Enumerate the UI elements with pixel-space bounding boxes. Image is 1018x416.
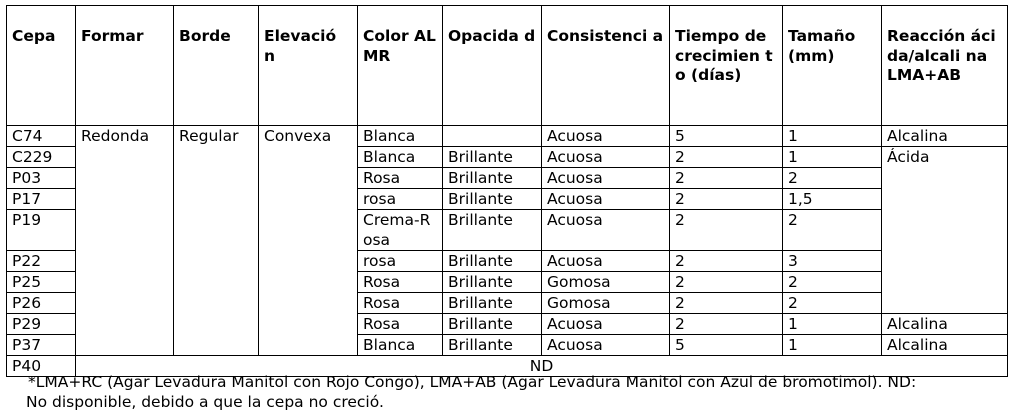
footnote-line-2: No disponible, debido a que la cepa no creció. [26, 393, 384, 411]
cell-cepa: P40 [7, 356, 76, 377]
cell-cepa: P17 [7, 189, 76, 210]
header-cepa: Cepa [7, 6, 76, 126]
header-elevacion: Elevació n [259, 6, 358, 126]
cell-tiempo: 2 [670, 168, 783, 189]
header-borde: Borde [174, 6, 259, 126]
cell-reaccion: Alcalina [882, 126, 1008, 147]
cell-tamano: 1,5 [783, 189, 882, 210]
cell-opacidad: Brillante [443, 189, 542, 210]
cell-tiempo: 5 [670, 126, 783, 147]
strain-characteristics-table [6, 5, 1008, 377]
cell-borde-merged: Regular [174, 126, 259, 356]
cell-color: Rosa [358, 272, 443, 293]
cell-reaccion-merged: Ácida [882, 147, 1008, 314]
header-color: Color ALMR [358, 6, 443, 126]
cell-cepa: P19 [7, 210, 76, 251]
cell-opacidad [443, 126, 542, 147]
cell-opacidad: Brillante [443, 335, 542, 356]
cell-cepa: P37 [7, 335, 76, 356]
cell-reaccion: Alcalina [882, 314, 1008, 335]
cell-opacidad: Brillante [443, 251, 542, 272]
cell-color: Blanca [358, 335, 443, 356]
header-consistencia: Consistenci a [542, 6, 670, 126]
cell-consistencia: Gomosa [542, 293, 670, 314]
cell-tamano: 1 [783, 147, 882, 168]
cell-tiempo: 2 [670, 314, 783, 335]
cell-color: Crema-Rosa [358, 210, 443, 251]
header-forma: Formar [76, 6, 174, 126]
cell-tiempo: 2 [670, 293, 783, 314]
cell-color: Rosa [358, 314, 443, 335]
cell-tamano: 2 [783, 272, 882, 293]
cell-tiempo: 5 [670, 335, 783, 356]
data-table-container [6, 5, 1008, 377]
table-footnote [28, 372, 1008, 412]
cell-forma-merged: Redonda [76, 126, 174, 356]
table-row [7, 126, 1008, 147]
cell-opacidad: Brillante [443, 293, 542, 314]
cell-color: Rosa [358, 293, 443, 314]
cell-color: Blanca [358, 147, 443, 168]
header-reaccion: Reacción ácida/alcali na LMA+AB [882, 6, 1008, 126]
cell-tamano: 3 [783, 251, 882, 272]
cell-cepa: P26 [7, 293, 76, 314]
cell-consistencia: Acuosa [542, 314, 670, 335]
cell-cepa: P29 [7, 314, 76, 335]
footnote-line-1: *LMA+RC (Agar Levadura Manitol con Rojo Congo), LMA+AB (Agar Levadura Manitol con Azul de bromotimol). ND: [28, 373, 917, 391]
cell-tiempo: 2 [670, 272, 783, 293]
cell-color: rosa [358, 251, 443, 272]
cell-tiempo: 2 [670, 251, 783, 272]
cell-opacidad: Brillante [443, 272, 542, 293]
cell-cepa: P22 [7, 251, 76, 272]
cell-consistencia: Acuosa [542, 126, 670, 147]
cell-tamano: 2 [783, 168, 882, 189]
cell-opacidad: Brillante [443, 210, 542, 251]
header-tiempo: Tiempo de crecimien to (días) [670, 6, 783, 126]
cell-cepa: C229 [7, 147, 76, 168]
header-opacidad: Opacida d [443, 6, 542, 126]
cell-tiempo: 2 [670, 147, 783, 168]
cell-color: Blanca [358, 126, 443, 147]
cell-color: rosa [358, 189, 443, 210]
cell-tamano: 1 [783, 335, 882, 356]
header-row [7, 6, 1008, 126]
cell-tiempo: 2 [670, 189, 783, 210]
cell-opacidad: Brillante [443, 147, 542, 168]
cell-tamano: 1 [783, 126, 882, 147]
cell-cepa: P25 [7, 272, 76, 293]
cell-tamano: 2 [783, 293, 882, 314]
cell-nd-merged: ND [76, 356, 1008, 377]
cell-cepa: P03 [7, 168, 76, 189]
cell-consistencia: Gomosa [542, 272, 670, 293]
cell-consistencia: Acuosa [542, 335, 670, 356]
cell-cepa: C74 [7, 126, 76, 147]
cell-reaccion: Alcalina [882, 335, 1008, 356]
cell-consistencia: Acuosa [542, 189, 670, 210]
cell-consistencia: Acuosa [542, 210, 670, 251]
cell-opacidad: Brillante [443, 314, 542, 335]
cell-tamano: 1 [783, 314, 882, 335]
header-tamano: Tamaño (mm) [783, 6, 882, 126]
cell-tiempo: 2 [670, 210, 783, 251]
cell-elevacion-merged: Convexa [259, 126, 358, 356]
cell-opacidad: Brillante [443, 168, 542, 189]
cell-tamano: 2 [783, 210, 882, 251]
cell-color: Rosa [358, 168, 443, 189]
cell-consistencia: Acuosa [542, 147, 670, 168]
cell-consistencia: Acuosa [542, 168, 670, 189]
cell-consistencia: Acuosa [542, 251, 670, 272]
